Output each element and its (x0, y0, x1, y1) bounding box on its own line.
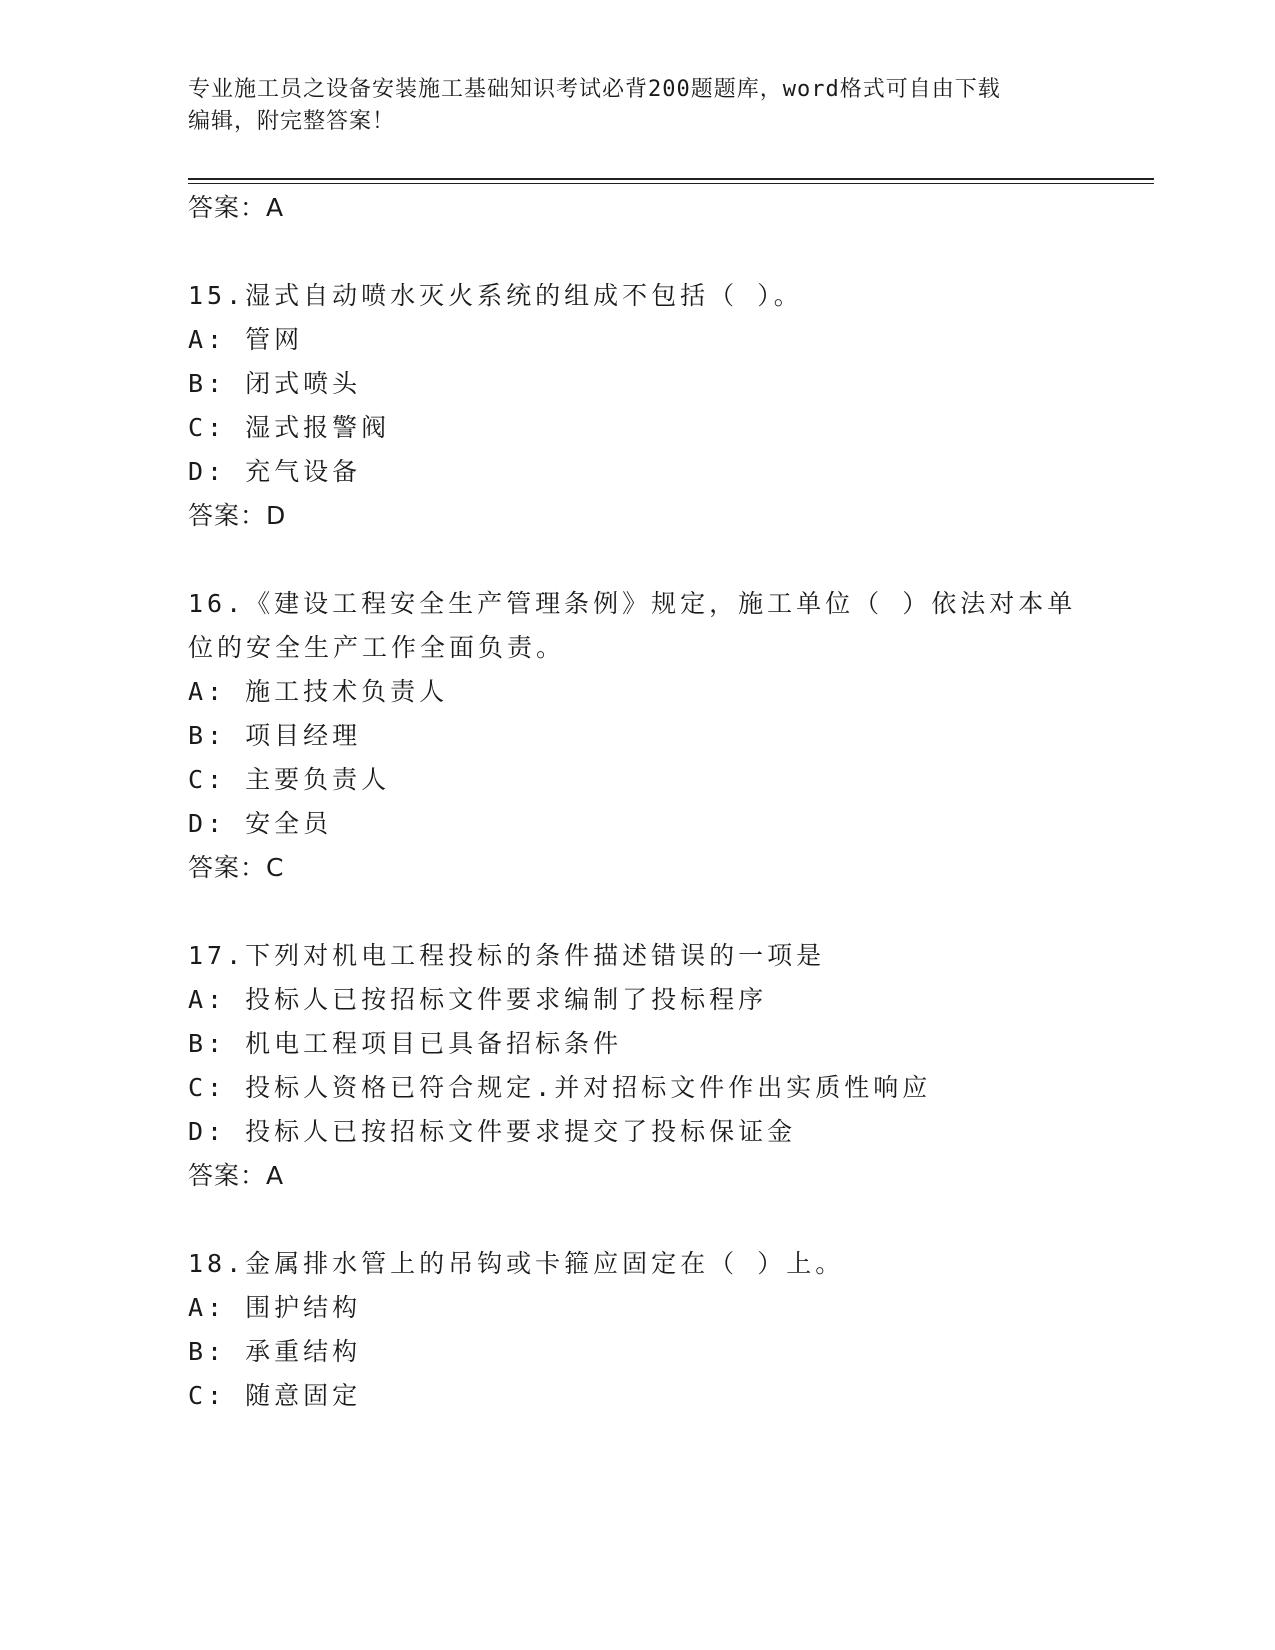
header-title-line-2: 编辑，附完整答案！ (188, 109, 396, 134)
option-b: B: 承重结构 (188, 1337, 362, 1366)
option-b: B: 闭式喷头 (188, 369, 362, 398)
answer-line: 答案：A (188, 1161, 285, 1190)
header-title-line-1: 专业施工员之设备安装施工基础知识考试必背200题题库，word格式可自由下载 (188, 77, 1001, 102)
question-stem: 15.湿式自动喷水灭火系统的组成不包括（ ）。 (188, 281, 803, 310)
option-d: D: 充气设备 (188, 457, 362, 486)
option-a: A: 围护结构 (188, 1293, 362, 1322)
option-d: D: 投标人已按招标文件要求提交了投标保证金 (188, 1117, 797, 1146)
option-d: D: 安全员 (188, 809, 333, 838)
option-a: A: 施工技术负责人 (188, 677, 449, 706)
option-b: B: 项目经理 (188, 721, 362, 750)
option-c: C: 主要负责人 (188, 765, 391, 794)
option-b: B: 机电工程项目已具备招标条件 (188, 1029, 623, 1058)
option-a: A: 投标人已按招标文件要求编制了投标程序 (188, 985, 768, 1014)
answer-line: 答案：D (188, 501, 287, 530)
question-stem: 17.下列对机电工程投标的条件描述错误的一项是 (188, 941, 826, 970)
question-stem: 18.金属排水管上的吊钩或卡箍应固定在（ ）上。 (188, 1249, 845, 1278)
answer-line: 答案：C (188, 853, 285, 882)
option-c: C: 随意固定 (188, 1381, 362, 1410)
option-a: A: 管网 (188, 325, 304, 354)
question-stem: 16.《建设工程安全生产管理条例》规定，施工单位（ ）依法对本单 (188, 589, 1077, 618)
option-c: C: 湿式报警阀 (188, 413, 391, 442)
header-divider-thin (188, 183, 1154, 184)
page-header (188, 74, 1068, 138)
question-stem-continued: 位的安全生产工作全面负责。 (188, 633, 566, 662)
header-divider (188, 178, 1154, 180)
answer-line: 答案：A (188, 193, 285, 222)
option-c: C: 投标人资格已符合规定.并对招标文件作出实质性响应 (188, 1073, 932, 1102)
